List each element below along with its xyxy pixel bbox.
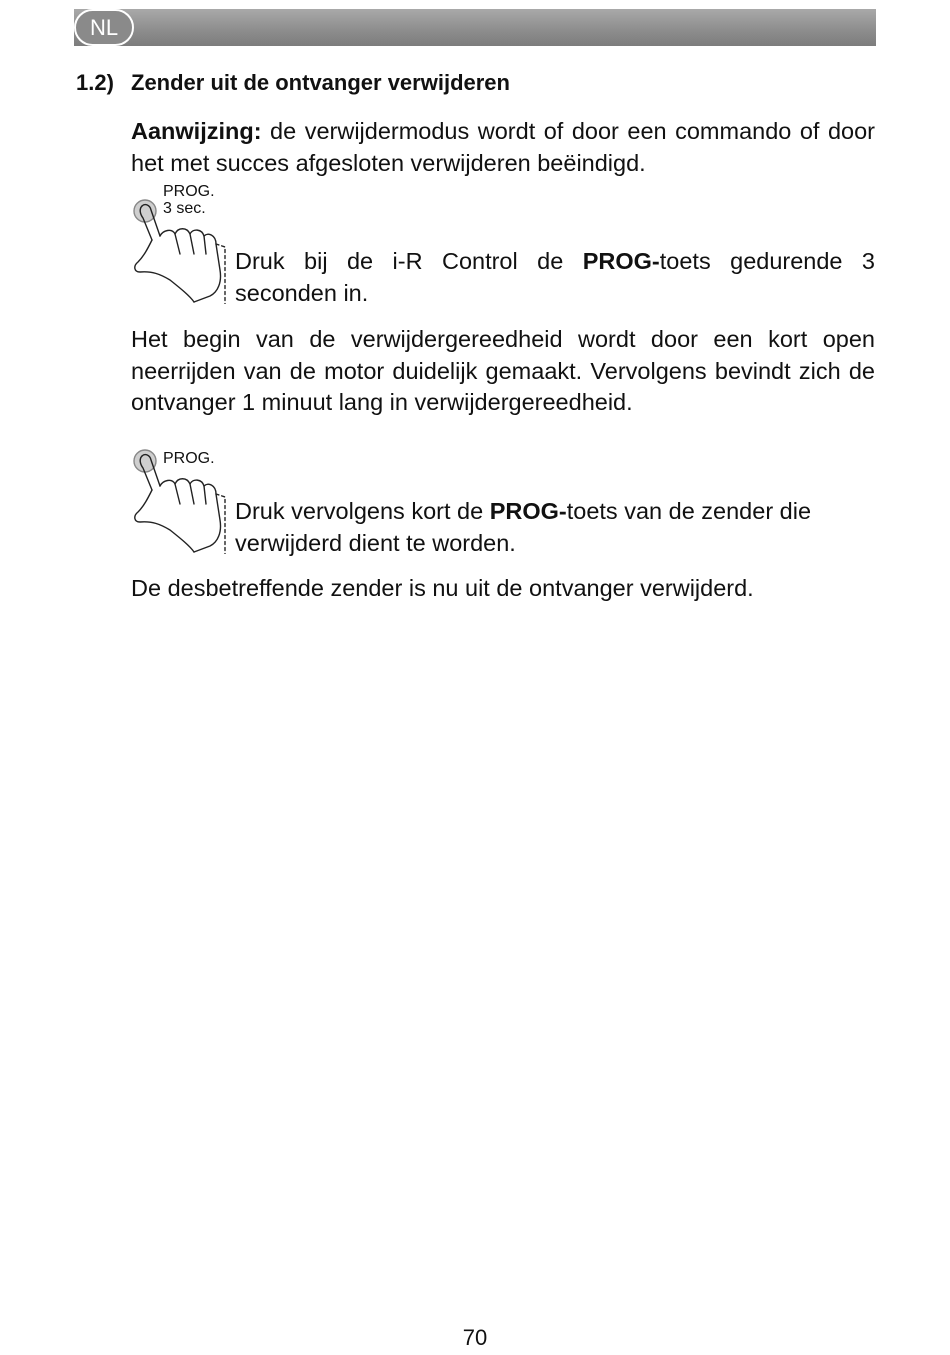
prog-key-label: PROG-	[582, 248, 660, 274]
note-text: de verwijdermodus wordt of door een commando of door het met succes afgesloten verwijderen beëindigd.	[131, 118, 875, 176]
language-tab: NL	[74, 9, 134, 46]
section-number: 1.2)	[76, 70, 114, 95]
page-number: 70	[462, 1325, 488, 1350]
section-heading	[76, 70, 510, 96]
step1-instruction: Druk bij de i-R Control de PROG-toets gedurende 3 seconden in.	[235, 248, 875, 306]
result-paragraph: De desbetreffende zender is nu uit de ontvanger verwijderd.	[131, 575, 754, 601]
header-bar	[74, 9, 876, 46]
section-title: Zender uit de ontvanger verwijderen	[131, 70, 510, 95]
prog-key-label: PROG-	[489, 498, 567, 524]
readiness-paragraph: Het begin van de verwijdergereedheid wordt door een kort open neerrijden van de motor duidelijk gemaakt. Vervolgens bevindt zich de ontvanger 1 minuut lang in verwijdergereedheid.	[131, 326, 875, 415]
prog-press-label: PROG.	[163, 450, 215, 467]
note-paragraph	[131, 116, 875, 179]
prog-hold-label: PROG. 3 sec.	[163, 183, 215, 217]
step2-instruction: Druk vervolgens kort de PROG-toets van de zender die verwijderd dient te worden.	[235, 498, 812, 556]
note-label: Aanwijzing:	[131, 118, 262, 144]
